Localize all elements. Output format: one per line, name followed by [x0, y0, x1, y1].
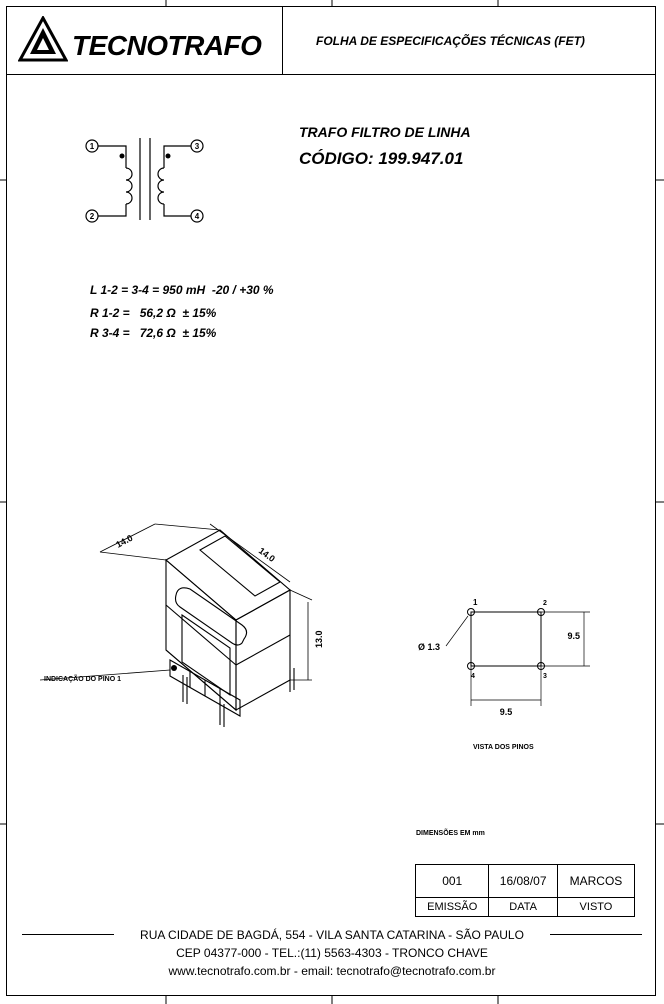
schematic-pin-2-label: 2 — [89, 212, 95, 221]
dimension-width: 14.0 — [114, 532, 135, 550]
product-name: TRAFO FILTRO DE LINHA — [299, 124, 471, 140]
brand-name: TECNOTRAFO — [72, 30, 262, 61]
visto-value: MARCOS — [557, 865, 634, 898]
dimension-depth: 14.0 — [256, 545, 277, 564]
dimension-height: 13.0 — [314, 630, 324, 648]
pin-spacing-horizontal: 9.5 — [499, 707, 513, 717]
tecnotrafo-logo-icon — [18, 16, 68, 62]
header-divider — [6, 74, 656, 75]
header-vertical-divider — [282, 6, 283, 74]
document-title: FOLHA DE ESPECIFICAÇÕES TÉCNICAS (FET) — [316, 34, 585, 48]
product-code: CÓDIGO: 199.947.01 — [299, 149, 464, 168]
title-block — [415, 864, 635, 916]
pin-view-title: VISTA DOS PINOS — [473, 744, 534, 751]
footer-address: RUA CIDADE DE BAGDÁ, 554 - VILA SANTA CATARINA - SÃO PAULO — [140, 928, 524, 942]
footer-web-email: www.tecnotrafo.com.br - email: tecnotrafo@tecnotrafo.com.br — [168, 964, 496, 978]
footer-contact: CEP 04377-000 - TEL.:(11) 5563-4303 - TRONCO CHAVE — [176, 946, 488, 960]
pin-view-drawing — [410, 596, 600, 720]
pin-diameter-label: Ø 1.3 — [418, 642, 441, 652]
pin-view-label-3: 3 — [543, 673, 547, 680]
spec-resistance-1-2: R 1-2 = 56,2 Ω ± 15% — [90, 306, 217, 320]
pin-view-label-2: 2 — [543, 600, 547, 607]
transformer-isometric-drawing — [40, 520, 340, 730]
schematic-pin-1-label: 1 — [89, 142, 95, 151]
visto-label: VISTO — [557, 898, 634, 917]
emission-value: 001 — [416, 865, 489, 898]
schematic-pin-3-label: 3 — [194, 142, 200, 151]
pin-view-label-1: 1 — [473, 598, 478, 607]
emission-label: EMISSÃO — [416, 898, 489, 917]
pin1-indication-label: INDICAÇÃO DO PINO 1 — [44, 676, 122, 683]
units-note: DIMENSÕES EM mm — [416, 830, 485, 837]
pin-spacing-vertical: 9.5 — [567, 631, 580, 641]
schematic-pin-4-label: 4 — [194, 212, 200, 221]
transformer-schematic — [80, 132, 210, 228]
date-value: 16/08/07 — [489, 865, 558, 898]
pin-view-label-4: 4 — [471, 673, 475, 680]
spec-resistance-3-4: R 3-4 = 72,6 Ω ± 15% — [90, 326, 217, 340]
spec-inductance: L 1-2 = 3-4 = 950 mH -20 / +30 % — [90, 283, 274, 297]
date-label: DATA — [489, 898, 558, 917]
